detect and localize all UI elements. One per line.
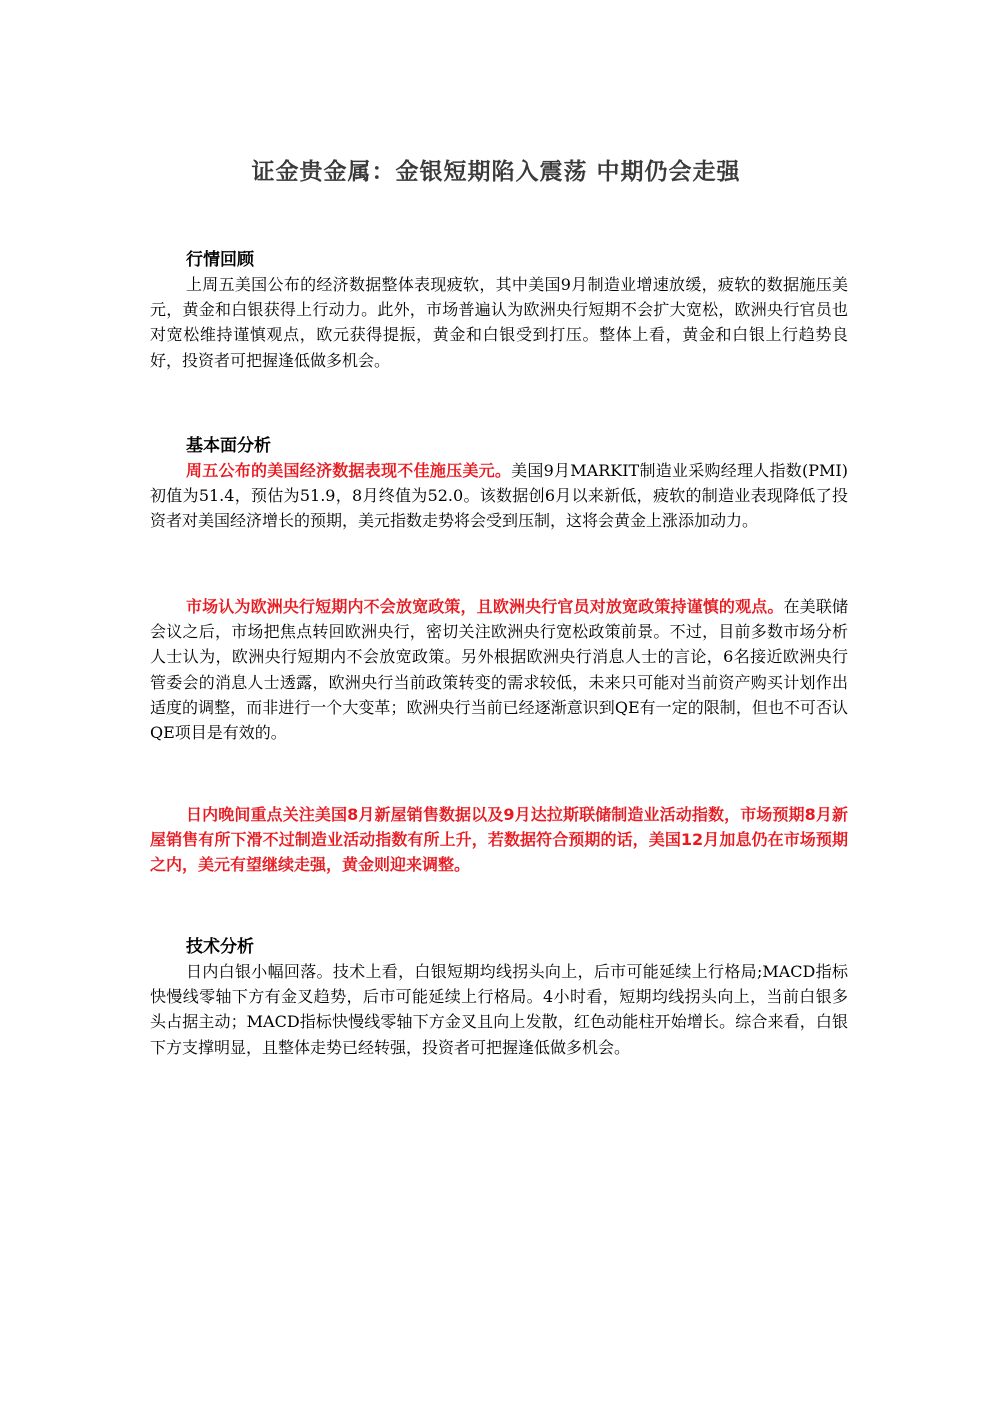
section-heading: 基本面分析 — [186, 436, 271, 456]
paragraph-lead-emphasis: 市场认为欧洲央行短期内不会放宽政策，且欧洲央行官员对放宽政策持谨慎的观点。 — [186, 597, 784, 616]
paragraph-text: 在美联储会议之后，市场把焦点转回欧洲央行，密切关注欧洲央行宽松政策前景。不过，目前多数市场分析人士认为，欧洲央行短期内不会放宽政策。另外根据欧洲央行消息人士的言论，6名接近欧洲央行管委会的消息人士透露，欧洲央行当前政策转变的需求较低，未来只可能对当前资产购买计划作出适度的调整，而非进行一个大变革；欧洲央行当前已经逐渐意识到QE有一定的限制，但也不可否认QE项目是有效的。 — [150, 597, 848, 743]
section-fundamental-analysis-ecb — [150, 594, 848, 745]
section-heading: 行情回顾 — [186, 250, 254, 270]
paragraph-text: 日内白银小幅回落。技术上看，白银短期均线拐头向上，后市可能延续上行格局;MACD指标快慢线零轴下方有金叉趋势，后市可能延续上行格局。4小时看，短期均线拐头向上，当前白银多头占据主动；MACD指标快慢线零轴下方金叉且向上发散，红色动能柱开始增长。综合来看，白银下方支撑明显，且整体走势已经转强，投资者可把握逢低做多机会。 — [150, 962, 848, 1057]
paragraph-text: 上周五美国公布的经济数据整体表现疲软，其中美国9月制造业增速放缓，疲软的数据施压美元，黄金和白银获得上行动力。此外，市场普遍认为欧洲央行短期不会扩大宽松，欧洲央行官员也对宽松维持谨慎观点，欧元获得提振，黄金和白银受到打压。整体上看，黄金和白银上行趋势良好，投资者可把握逢低做多机会。 — [150, 275, 848, 370]
paragraph — [150, 959, 848, 1060]
paragraph-emphasis: 日内晚间重点关注美国8月新屋销售数据以及9月达拉斯联储制造业活动指数，市场预期8月新屋销售有所下滑不过制造业活动指数有所上升，若数据符合预期的话，美国12月加息仍在市场预期之内，美元有望继续走强，黄金则迎来调整。 — [150, 805, 848, 875]
paragraph — [150, 458, 848, 534]
section-technical-analysis — [150, 935, 848, 1060]
section-fundamental-analysis — [150, 434, 848, 534]
paragraph — [150, 594, 848, 745]
paragraph-lead-emphasis: 周五公布的美国经济数据表现不佳施压美元。 — [186, 461, 512, 480]
paragraph — [150, 272, 848, 373]
section-fundamental-analysis-outlook — [150, 802, 848, 878]
section-heading: 技术分析 — [186, 937, 254, 957]
page-title: 证金贵金属：金银短期陷入震荡 中期仍会走强 — [251, 159, 741, 185]
paragraph-text: 美国9月MARKIT制造业采购经理人指数(PMI)初值为51.4，预估为51.9，8月终值为52.0。该数据创6月以来新低，疲软的制造业表现降低了投资者对美国经济增长的预期，美元指数走势将会受到压制，这将会黄金上涨添加动力。 — [150, 461, 848, 531]
section-market-review — [150, 248, 848, 373]
